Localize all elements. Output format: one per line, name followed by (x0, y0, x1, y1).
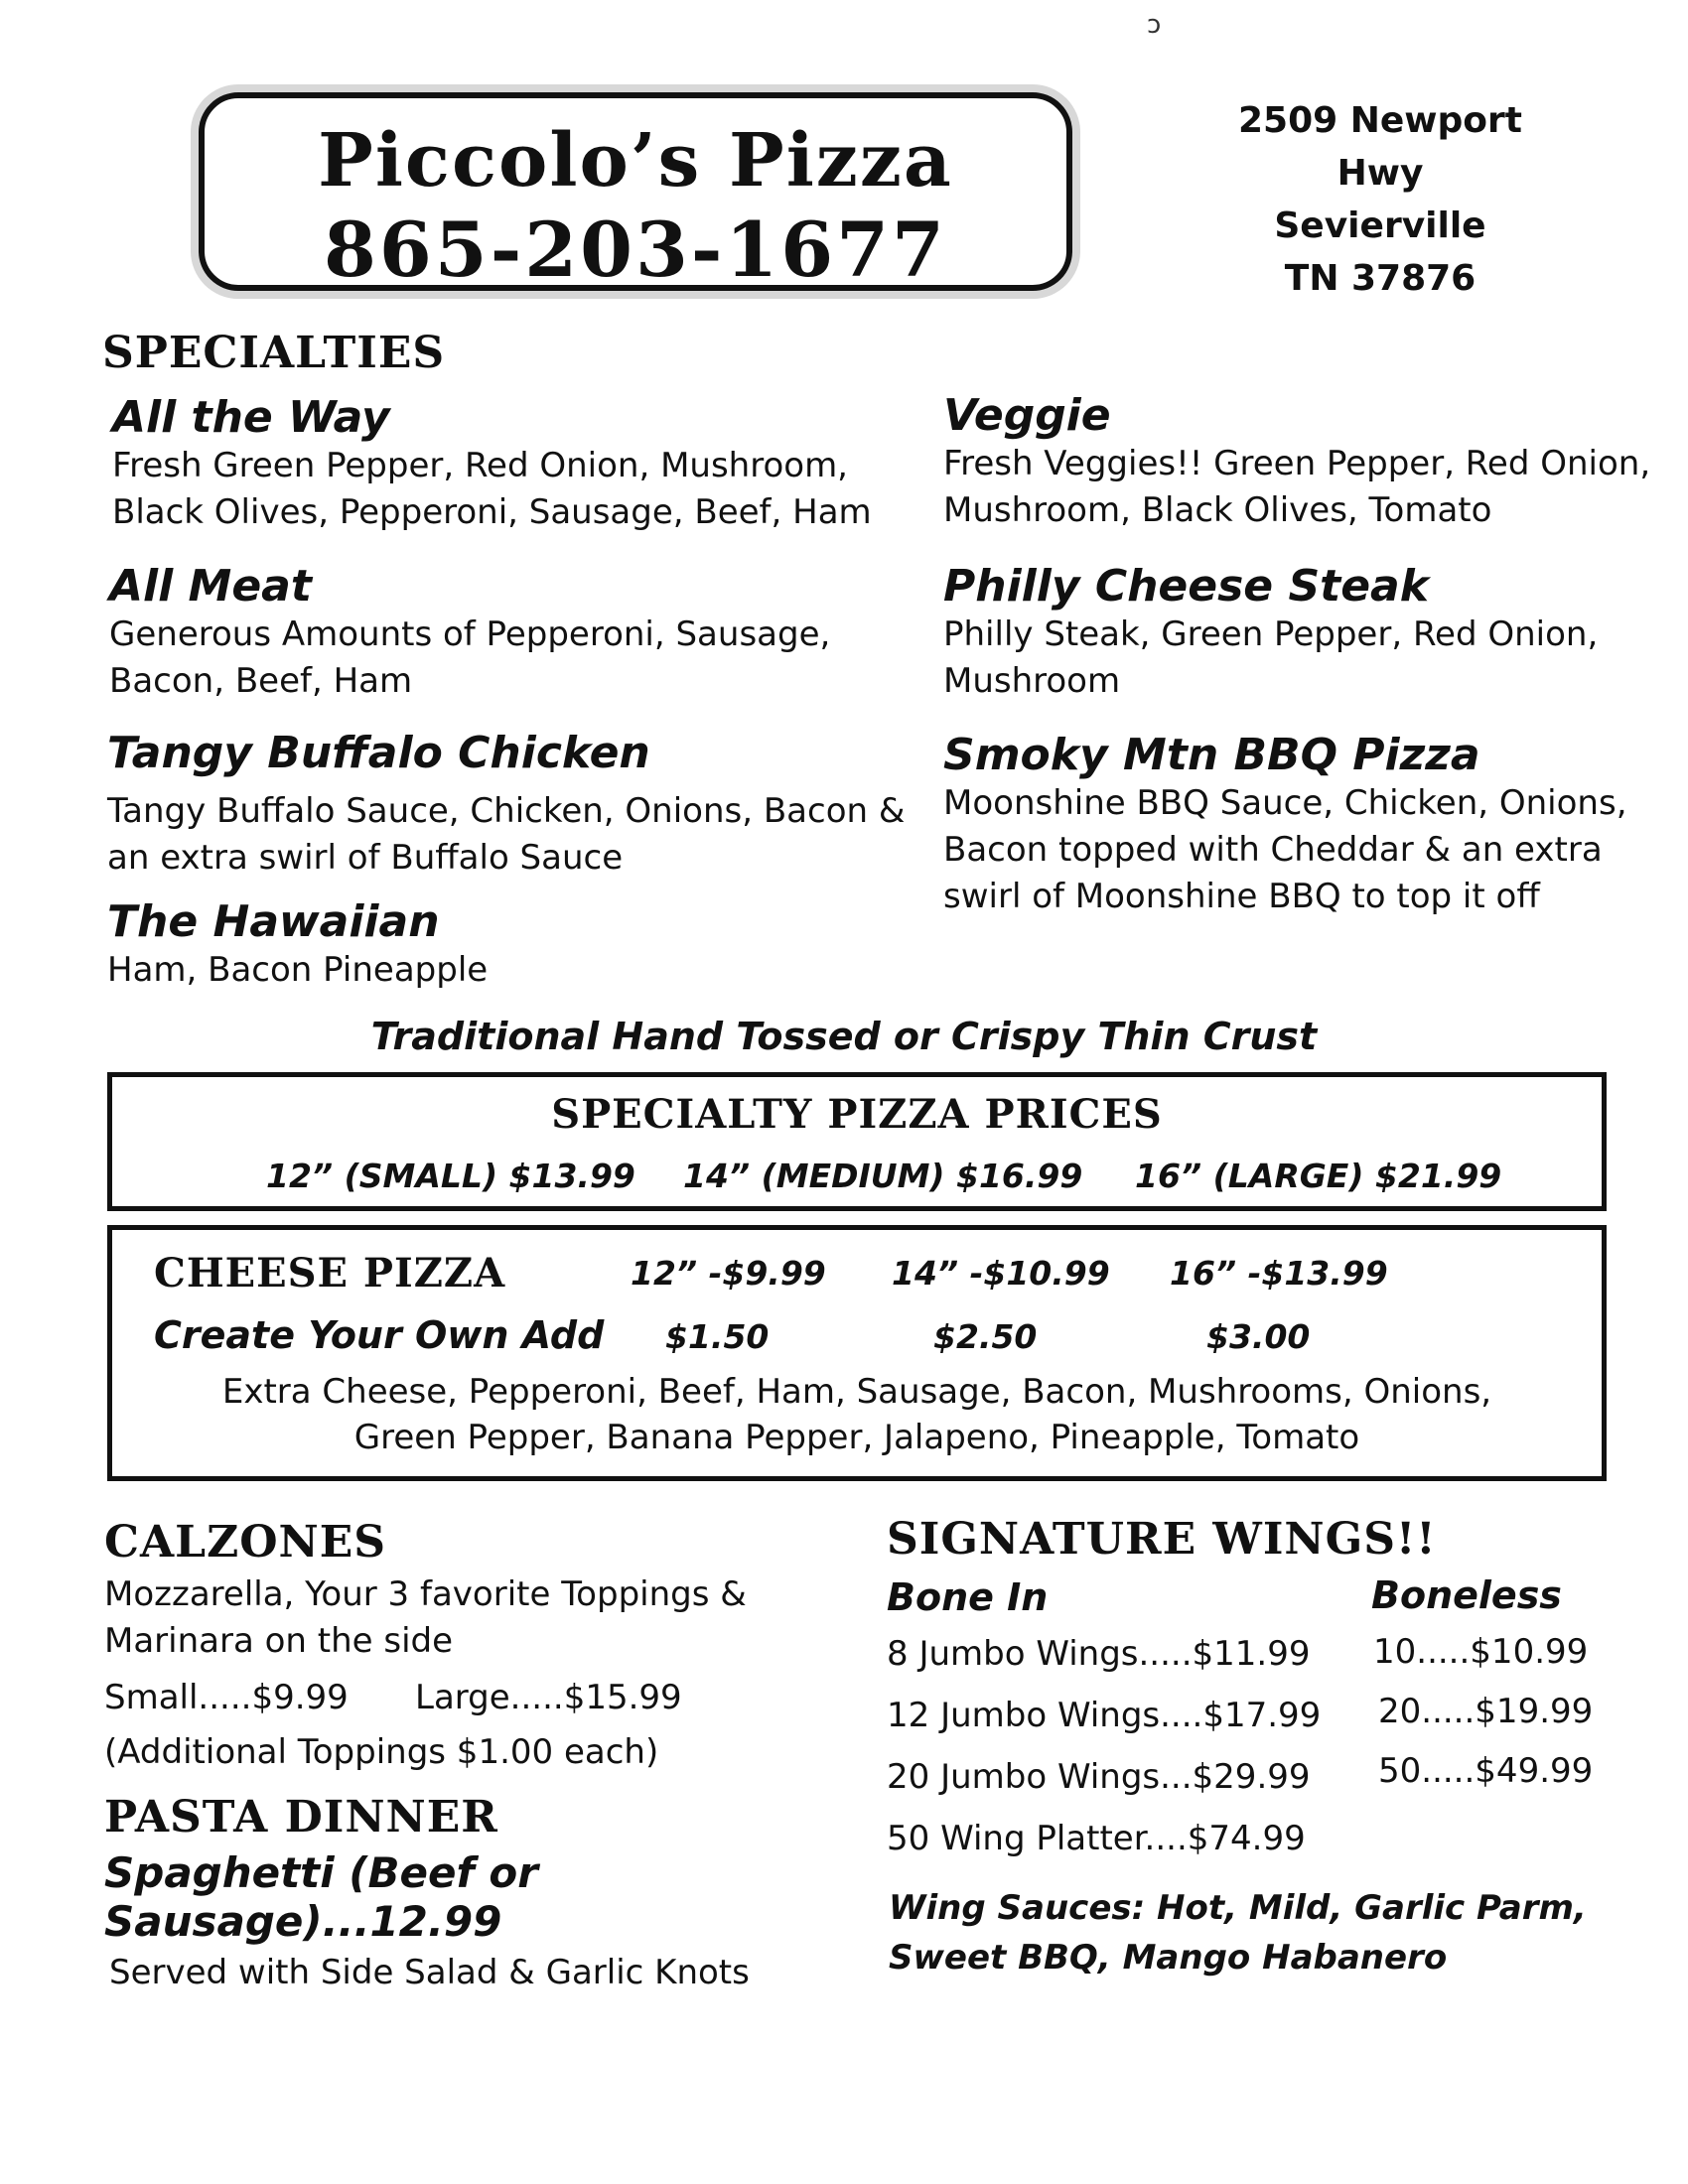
specialty-name: The Hawaiian (107, 896, 440, 947)
boneless-item: 50.....$49.99 (1378, 1751, 1594, 1791)
specialty-philly (943, 561, 1658, 705)
wings-title: SIGNATURE WINGS!! (887, 1514, 1437, 1565)
address-line: Sevierville (1274, 205, 1486, 246)
bone-in-item: 8 Jumbo Wings.....$11.99 (887, 1634, 1311, 1674)
cheese-pizza-box (107, 1225, 1607, 1481)
boneless-item: 20.....$19.99 (1378, 1692, 1594, 1731)
specialty-all-meat (109, 561, 904, 705)
create-your-own-label: Create Your Own Add (154, 1313, 605, 1357)
specialty-name: All Meat (109, 561, 312, 612)
boneless-item: 10.....$10.99 (1373, 1632, 1589, 1672)
specialty-desc: Black Olives, Pepperoni, Sausage, Beef, Ham (112, 492, 872, 532)
pasta-title: PASTA DINNER (104, 1792, 498, 1843)
calzone-small: Small.....$9.99 (104, 1678, 349, 1717)
calzones-desc: Mozzarella, Your 3 favorite Toppings & (104, 1574, 747, 1614)
address-line: Hwy (1336, 153, 1424, 194)
specialty-prices-box (107, 1072, 1607, 1211)
specialty-desc: swirl of Moonshine BBQ to top it off (943, 877, 1540, 916)
bone-in-item: 12 Jumbo Wings....$17.99 (887, 1696, 1322, 1735)
specialty-desc: Mushroom (943, 661, 1121, 701)
bone-in-label: Bone In (887, 1575, 1049, 1619)
specialty-desc: Bacon topped with Cheddar & an extra (943, 830, 1603, 870)
specialty-desc: Mushroom, Black Olives, Tomato (943, 490, 1492, 530)
calzones-desc: Marinara on the side (104, 1621, 454, 1661)
scan-mark-icon: ↄ (1147, 10, 1162, 40)
specialty-desc: Philly Steak, Green Pepper, Red Onion, (943, 614, 1599, 654)
specialty-name: Philly Cheese Steak (943, 561, 1429, 612)
restaurant-name: Piccolo’s Pizza (318, 118, 953, 204)
specialty-name: All the Way (112, 392, 390, 443)
add-price-14: $2.50 (933, 1317, 1038, 1356)
cheese-price-14: 14” -$10.99 (892, 1254, 1110, 1293)
price-medium: 14” (MEDIUM) $16.99 (683, 1157, 1083, 1195)
pasta-section (104, 1792, 918, 1996)
bone-in-item: 50 Wing Platter....$74.99 (887, 1819, 1306, 1858)
specialty-desc: Moonshine BBQ Sauce, Chicken, Onions, (943, 783, 1627, 823)
calzones-title: CALZONES (104, 1517, 387, 1568)
price-large: 16” (LARGE) $21.99 (1135, 1157, 1502, 1195)
specialty-desc: Fresh Veggies!! Green Pepper, Red Onion, (943, 444, 1651, 483)
calzones-sizes (104, 1675, 879, 1721)
toppings-line: Green Pepper, Banana Pepper, Jalapeno, Pineapple, Tomato (353, 1418, 1360, 1457)
phone-number[interactable]: 865-203-1677 (324, 205, 947, 294)
wing-sauces-line: Wing Sauces: Hot, Mild, Garlic Parm, (889, 1888, 1587, 1928)
price-small: 12” (SMALL) $13.99 (266, 1157, 635, 1195)
boneless-label: Boneless (1371, 1573, 1562, 1617)
specialty-name: Smoky Mtn BBQ Pizza (943, 730, 1480, 780)
address-line: TN 37876 (1284, 258, 1477, 299)
calzones-section (104, 1517, 879, 1776)
specialty-desc: Ham, Bacon Pineapple (107, 950, 489, 990)
logo-box (199, 92, 1072, 294)
specialty-hawaiian (107, 896, 902, 994)
calzone-large: Large.....$15.99 (415, 1678, 682, 1717)
specialty-desc: Bacon, Beef, Ham (109, 661, 413, 701)
specialty-all-the-way (112, 392, 907, 536)
specialties-title: SPECIALTIES (102, 328, 446, 378)
address-block (1192, 94, 1569, 305)
specialty-desc: an extra swirl of Buffalo Sauce (107, 838, 624, 878)
toppings-line: Extra Cheese, Pepperoni, Beef, Ham, Sausage, Bacon, Mushrooms, Onions, (221, 1372, 1492, 1412)
wings-section (887, 1514, 1661, 1978)
wing-sauces (889, 1883, 1587, 1982)
specialty-name: Tangy Buffalo Chicken (107, 728, 650, 778)
cheese-pizza-title: CHEESE PIZZA (154, 1250, 506, 1297)
specialty-smoky-bbq (943, 730, 1658, 920)
specialty-desc: Tangy Buffalo Sauce, Chicken, Onions, Bacon & (107, 791, 906, 831)
specialty-tangy-buffalo (107, 728, 921, 882)
calzones-note: (Additional Toppings $1.00 each) (104, 1732, 659, 1772)
specialty-prices-title: SPECIALTY PIZZA PRICES (551, 1091, 1163, 1138)
add-price-16: $3.00 (1206, 1317, 1311, 1356)
pasta-desc: Served with Side Salad & Garlic Knots (109, 1953, 750, 1992)
add-price-12: $1.50 (665, 1317, 770, 1356)
pasta-item: Spaghetti (Beef or Sausage)...12.99 (104, 1848, 538, 1946)
bone-in-item: 20 Jumbo Wings...$29.99 (887, 1757, 1311, 1797)
crust-note: Traditional Hand Tossed or Crispy Thin Crust (370, 1015, 1318, 1058)
specialty-name: Veggie (943, 390, 1111, 441)
wing-sauces-line: Sweet BBQ, Mango Habanero (889, 1938, 1448, 1978)
specialty-desc: Fresh Green Pepper, Red Onion, Mushroom, (112, 446, 848, 485)
specialty-desc: Generous Amounts of Pepperoni, Sausage, (109, 614, 831, 654)
address-line: 2509 Newport (1238, 100, 1522, 141)
specialty-veggie (943, 390, 1658, 534)
cheese-price-16: 16” -$13.99 (1170, 1254, 1388, 1293)
cheese-price-12: 12” -$9.99 (631, 1254, 826, 1293)
